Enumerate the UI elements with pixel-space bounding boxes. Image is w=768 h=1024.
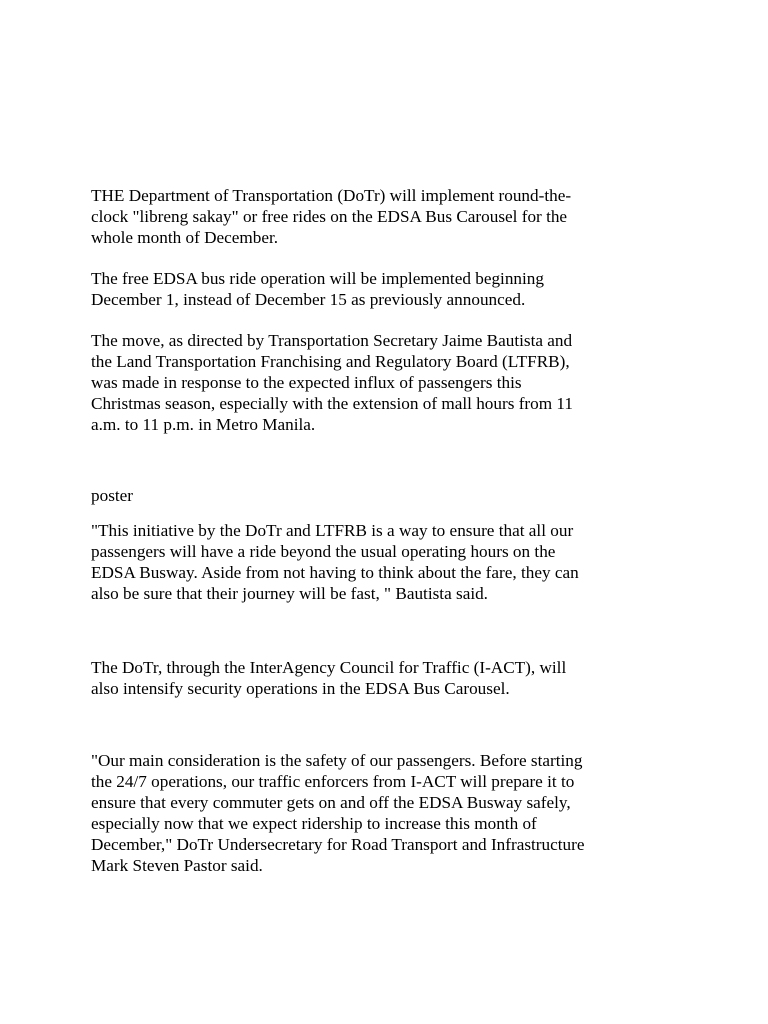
text-line: passengers will have a ride beyond the usual operating hours on the bbox=[91, 542, 556, 561]
text-line: The free EDSA bus ride operation will be implemented beginning bbox=[91, 269, 544, 288]
text-line: also intensify security operations in the EDSA Bus Carousel. bbox=[91, 679, 510, 698]
text-line: THE Department of Transportation (DoTr) will implement round-the- bbox=[91, 186, 572, 205]
text-line: especially now that we expect ridership to increase this month of bbox=[91, 814, 537, 833]
paragraph-start-date bbox=[91, 268, 711, 310]
text-line: December 1, instead of December 15 as previously announced. bbox=[91, 290, 526, 309]
text-line: The move, as directed by Transportation Secretary Jaime Bautista and bbox=[91, 331, 573, 350]
text-line: the 24/7 operations, our traffic enforcers from I-ACT will prepare it to bbox=[91, 772, 575, 791]
paragraph-bautista-quote bbox=[91, 520, 711, 604]
text-line: The DoTr, through the InterAgency Council for Traffic (I-ACT), will bbox=[91, 658, 567, 677]
text-line: also be sure that their journey will be fast, " Bautista said. bbox=[91, 584, 488, 603]
paragraph-poster bbox=[91, 485, 711, 506]
text-line: poster bbox=[91, 486, 134, 505]
text-line: was made in response to the expected influx of passengers this bbox=[91, 373, 522, 392]
text-line: clock "libreng sakay" or free rides on the EDSA Bus Carousel for the bbox=[91, 207, 568, 226]
text-line: December," DoTr Undersecretary for Road Transport and Infrastructure bbox=[91, 835, 585, 854]
text-line: the Land Transportation Franchising and Regulatory Board (LTFRB), bbox=[91, 352, 570, 371]
text-line: EDSA Busway. Aside from not having to think about the fare, they can bbox=[91, 563, 579, 582]
text-line: whole month of December. bbox=[91, 228, 279, 247]
paragraph-security bbox=[91, 657, 711, 699]
text-line: Mark Steven Pastor said. bbox=[91, 856, 263, 875]
paragraph-pastor-quote bbox=[91, 750, 711, 876]
paragraph-intro bbox=[91, 185, 711, 248]
text-line: "This initiative by the DoTr and LTFRB is a way to ensure that all our bbox=[91, 521, 574, 540]
text-line: a.m. to 11 p.m. in Metro Manila. bbox=[91, 415, 316, 434]
text-line: Christmas season, especially with the extension of mall hours from 11 bbox=[91, 394, 573, 413]
text-line: ensure that every commuter gets on and off the EDSA Busway safely, bbox=[91, 793, 571, 812]
paragraph-the-move bbox=[91, 330, 711, 435]
text-line: "Our main consideration is the safety of our passengers. Before starting bbox=[91, 751, 583, 770]
